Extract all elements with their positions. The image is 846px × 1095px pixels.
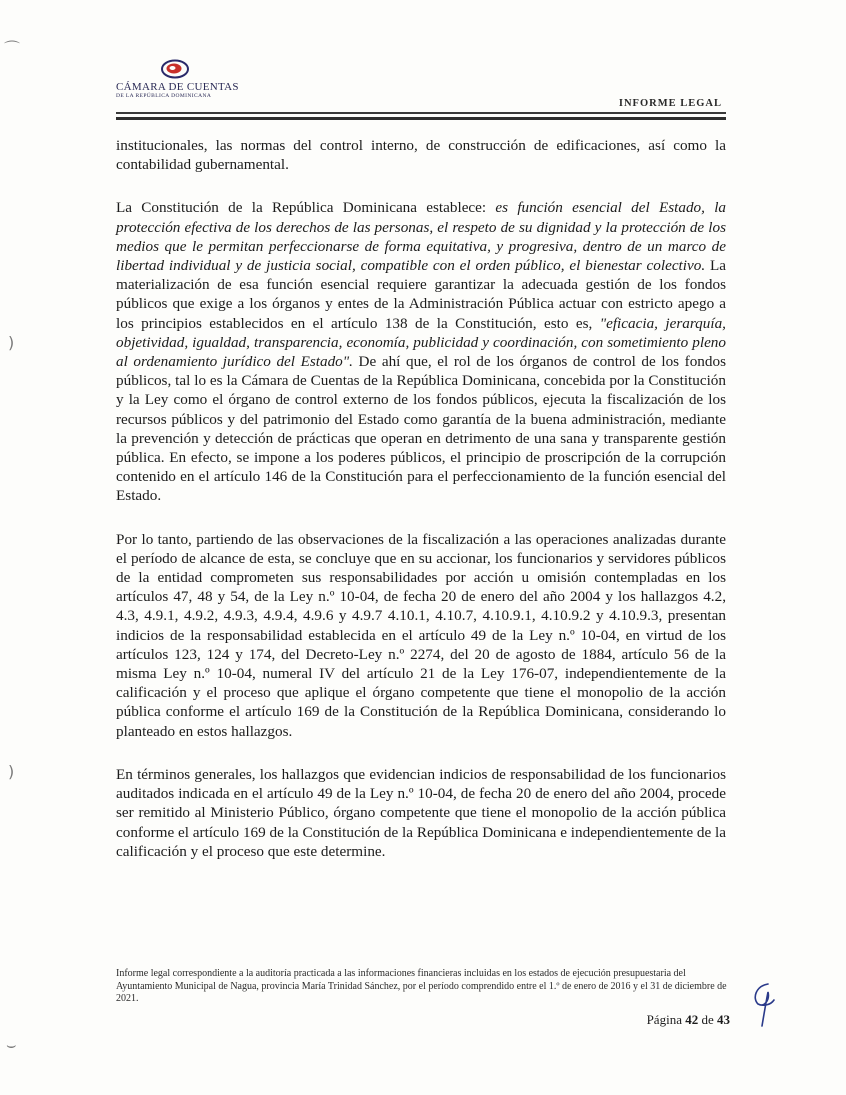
paragraph-3: Por lo tanto, partiendo de las observaciones de la fiscalización a las operaciones analizadas durante el período de alcance de esta, se concluye que en su accionar, los funcionarios y servidores públicos de la entidad comprometen sus responsabilidades por acción u omisión contempladas en los artículos 47, 48 y 54, de la Ley n.º 10-04, de fecha 20 de enero del año 2004 y los hallazgos 4.2, 4.3, 4.9.1, 4.9.2, 4.9.3, 4.9.4, 4.9.6 y 4.9.7 4.10.1, 4.10.7, 4.10.9.1, 4.10.9.2 y 4.10.9.3, presentan indicios de la responsabilidad establecida en el artículo 49 de la Ley n.º 10-04, en virtud de los artículos 123, 124 y 174, del Decreto-Ley n.º 2274, del 20 de agosto de 1884, artículo 56 de la misma Ley n.º 10-04, numeral IV del artículo 21 de la Ley 176-07, independientemente de la calificación y el proceso que aplique el órgano competente que tiene el monopolio de la acción pública conforme el artículo 169 de la Constitución de la República Dominicana, considerando lo planteado en estos hallazgos. xyxy=(116,530,726,740)
header-rule-thick xyxy=(116,117,726,120)
constitution-quote-2: "eficacia, jerarquía, objetividad, igualdad, transparencia, economía, publicidad y coordinación, con sometimiento pleno al ordenamiento jurídico del Estado". xyxy=(116,314,726,371)
scan-mark-mid: ) xyxy=(8,333,15,352)
page-current: 42 xyxy=(685,1012,699,1027)
paragraph-2-intro: La Constitución de la República Dominicana establece: xyxy=(116,199,496,217)
report-label: INFORME LEGAL xyxy=(618,98,722,109)
handwritten-initials-signature xyxy=(748,980,778,1030)
org-subtitle: DE LA REPÚBLICA DOMINICANA xyxy=(116,93,212,99)
paragraph-1: institucionales, las normas del control interno, de construcción de edificaciones, así como la contabilidad gubernamental. xyxy=(116,137,726,174)
scan-mark-low: ) xyxy=(8,762,15,781)
org-logo xyxy=(116,58,266,99)
paragraph-2-middle: La materialización de esa función esencial requiere garantizar la adecuada gestión de los fondos públicos que exige a los órganos y entes de la Administración Pública actuar con estricto apego a los principios establecidos en el artículo 138 de la Constitución, esto es, xyxy=(116,257,726,332)
scan-mark-top: ⌒ xyxy=(4,39,21,58)
page-total: 43 xyxy=(717,1012,730,1027)
page-of: de xyxy=(698,1012,717,1027)
constitution-quote-1: es función esencial del Estado, la protección efectiva de los derechos de las personas, el respeto de su dignidad y la protección de los medios que le permitan perfeccionarse de forma equitativa, y progresiva, dentro de un marco de libertad individual y de justicia social, compatible con el orden público, el bienestar colectivo. xyxy=(116,199,727,275)
camara-emblem-icon xyxy=(160,58,190,80)
org-name: CÁMARA DE CUENTAS xyxy=(116,81,239,93)
scan-mark-bottom: ⌣ xyxy=(6,1035,17,1054)
header-rule-thin xyxy=(116,112,726,114)
footer-note: Informe legal correspondiente a la auditoría practicada a las informaciones financieras incluidas en los estados de ejecución presupuestaria del Ayuntamiento Municipal de Nagua, provincia María Trinidad Sánchez, por el período comprendido entre el 1.º de enero de 2016 y el 31 de diciembre de 2021. xyxy=(116,968,727,1004)
paragraph-2-end: De ahí que, el rol de los órganos de control de los fondos públicos, tal lo es la Cámara de Cuentas de la República Dominicana, concebida por la Constitución y la Ley como el órgano de control externo de los fondos públicos, ejecuta la fiscalización de los recursos públicos y del patrimonio del Estado como garantía de la buena administración, mediante la prevención y detección de prácticas que operan en detrimento de una sana y transparente gestión pública. En efecto, se impone a los poderes públicos, el principio de proscripción de la corrupción contenido en el artículo 146 de la Constitución para el perfeccionamiento de la función esencial del Estado. xyxy=(116,353,726,505)
document-body xyxy=(116,136,726,885)
page-number xyxy=(647,1012,730,1028)
page-prefix: Página xyxy=(646,1012,686,1027)
paragraph-4: En términos generales, los hallazgos que evidencian indicios de responsabilidad de los funcionarios auditados indicada en el artículo 49 de la Ley n.º 10-04, de fecha 20 de enero del año 2004, procede ser remitido al Ministerio Público, órgano competente que tiene el monopolio de la acción pública conforme el artículo 169 de la Constitución de la República Dominicana e independientemente de la calificación y el proceso que este determine. xyxy=(116,765,726,860)
paragraph-2 xyxy=(116,198,726,505)
